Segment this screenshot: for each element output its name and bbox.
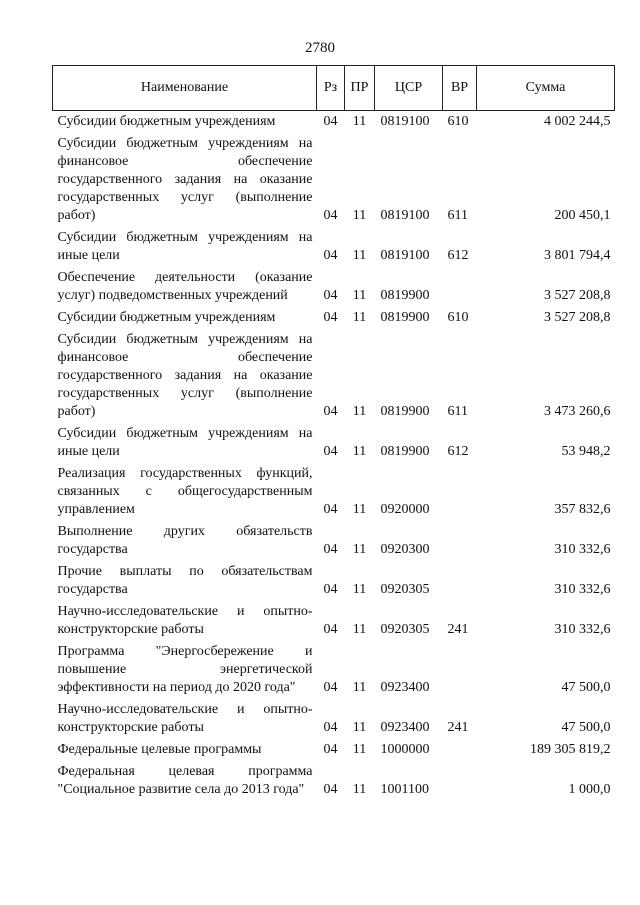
row-pr: 11	[352, 444, 367, 459]
row-rz: 04	[323, 208, 338, 223]
row-name: Субсидии бюджетным учреждениям на финансовое обеспечение государственного задания на оказание государственных услуг (выполнение работ)	[57, 332, 313, 419]
table-row	[53, 521, 615, 561]
row-csr: 0819900	[380, 444, 430, 459]
row-pr: 11	[352, 622, 367, 637]
row-sum: 310 332,6	[554, 582, 611, 597]
page-number: 2780	[305, 40, 335, 56]
header-csr: ЦСР	[375, 66, 443, 111]
row-vr: 612	[447, 444, 469, 459]
table-row	[53, 267, 615, 307]
row-csr: 1000000	[380, 742, 430, 757]
row-csr: 1001100	[380, 782, 429, 797]
row-pr: 11	[352, 114, 367, 129]
row-name: Выполнение других обязательств государства	[57, 524, 313, 557]
row-csr: 0923400	[380, 720, 430, 735]
header-pr: ПР	[345, 66, 375, 111]
row-pr: 11	[352, 742, 367, 757]
row-csr: 0819900	[380, 404, 430, 419]
row-rz: 04	[323, 582, 338, 597]
row-name: Научно-исследовательские и опытно-конструкторские работы	[57, 604, 313, 637]
row-vr: 241	[447, 622, 469, 637]
row-sum: 200 450,1	[554, 208, 611, 223]
header-vr: ВР	[443, 66, 477, 111]
row-sum: 4 002 244,5	[544, 114, 611, 129]
table-row	[53, 761, 615, 801]
row-vr	[443, 521, 477, 561]
budget-table	[52, 65, 615, 801]
row-pr: 11	[352, 680, 367, 695]
row-vr	[443, 739, 477, 761]
row-pr: 11	[352, 782, 367, 797]
row-rz: 04	[323, 502, 338, 517]
row-name: Субсидии бюджетным учреждениям на иные цели	[57, 230, 313, 263]
row-vr	[443, 761, 477, 801]
row-sum: 3 801 794,4	[544, 248, 611, 263]
row-pr: 11	[352, 542, 367, 557]
row-pr: 11	[352, 502, 367, 517]
table-header-row	[53, 66, 615, 111]
row-csr: 0819100	[380, 248, 430, 263]
table-row	[53, 133, 615, 227]
row-rz: 04	[323, 680, 338, 695]
header-name: Наименование	[53, 66, 317, 111]
row-rz: 04	[323, 782, 338, 797]
row-csr: 0923400	[380, 680, 430, 695]
row-rz: 04	[323, 444, 338, 459]
row-vr	[443, 267, 477, 307]
row-name: Федеральные целевые программы	[57, 742, 262, 757]
row-name: Субсидии бюджетным учреждениям на финансовое обеспечение государственного задания на оказание государственных услуг (выполнение работ)	[57, 136, 313, 223]
row-pr: 11	[352, 582, 367, 597]
row-rz: 04	[323, 742, 338, 757]
row-rz: 04	[323, 404, 338, 419]
row-rz: 04	[323, 542, 338, 557]
row-sum: 310 332,6	[554, 622, 611, 637]
row-vr: 611	[447, 208, 468, 223]
table-row	[53, 329, 615, 423]
row-pr: 11	[352, 404, 367, 419]
row-sum: 47 500,0	[561, 720, 611, 735]
row-sum: 53 948,2	[561, 444, 611, 459]
row-rz: 04	[323, 310, 338, 325]
row-sum: 3 527 208,8	[544, 288, 611, 303]
row-name: Прочие выплаты по обязательствам государства	[57, 564, 313, 597]
row-vr	[443, 641, 477, 699]
row-pr: 11	[352, 720, 367, 735]
row-rz: 04	[323, 720, 338, 735]
row-name: Субсидии бюджетным учреждениям	[57, 310, 276, 325]
row-sum: 47 500,0	[561, 680, 611, 695]
header-sum: Сумма	[477, 66, 615, 111]
row-csr: 0920305	[380, 582, 430, 597]
row-csr: 0819900	[380, 310, 430, 325]
table-row	[53, 423, 615, 463]
row-pr: 11	[352, 288, 367, 303]
row-name: Программа "Энергосбережение и повышение энергетической эффективности на период до 2020 года"	[57, 644, 313, 695]
row-sum: 3 527 208,8	[544, 310, 611, 325]
row-vr: 612	[447, 248, 469, 263]
table-row	[53, 739, 615, 761]
table-row	[53, 227, 615, 267]
row-name: Субсидии бюджетным учреждениям	[57, 114, 276, 129]
row-vr: 611	[447, 404, 468, 419]
row-pr: 11	[352, 248, 367, 263]
row-vr: 610	[447, 114, 469, 129]
row-vr: 610	[447, 310, 469, 325]
row-name: Субсидии бюджетным учреждениям на иные цели	[57, 426, 313, 459]
row-csr: 0920300	[380, 542, 430, 557]
row-vr	[443, 561, 477, 601]
row-sum: 357 832,6	[554, 502, 611, 517]
table-row	[53, 463, 615, 521]
row-sum: 3 473 260,6	[544, 404, 611, 419]
row-pr: 11	[352, 310, 367, 325]
row-sum: 310 332,6	[554, 542, 611, 557]
row-pr: 11	[352, 208, 367, 223]
row-name: Федеральная целевая программа "Социальное развитие села до 2013 года"	[57, 764, 313, 797]
row-vr	[443, 463, 477, 521]
row-rz: 04	[323, 114, 338, 129]
row-name: Обеспечение деятельности (оказание услуг) подведомственных учреждений	[57, 270, 313, 303]
row-rz: 04	[323, 622, 338, 637]
row-name: Реализация государственных функций, связанных с общегосударственным управлением	[57, 466, 313, 517]
row-rz: 04	[323, 288, 338, 303]
row-vr: 241	[447, 720, 469, 735]
row-csr: 0819100	[380, 114, 430, 129]
header-rz: Рз	[317, 66, 345, 111]
row-csr: 0819900	[380, 288, 430, 303]
row-rz: 04	[323, 248, 338, 263]
table-row	[53, 699, 615, 739]
table-row	[53, 111, 615, 134]
row-csr: 0920000	[380, 502, 430, 517]
table-row	[53, 561, 615, 601]
row-sum: 1 000,0	[568, 782, 611, 797]
row-name: Научно-исследовательские и опытно-конструкторские работы	[57, 702, 313, 735]
table-row	[53, 641, 615, 699]
row-csr: 0819100	[380, 208, 430, 223]
row-sum: 189 305 819,2	[530, 742, 611, 757]
table-row	[53, 307, 615, 329]
row-csr: 0920305	[380, 622, 430, 637]
table-row	[53, 601, 615, 641]
